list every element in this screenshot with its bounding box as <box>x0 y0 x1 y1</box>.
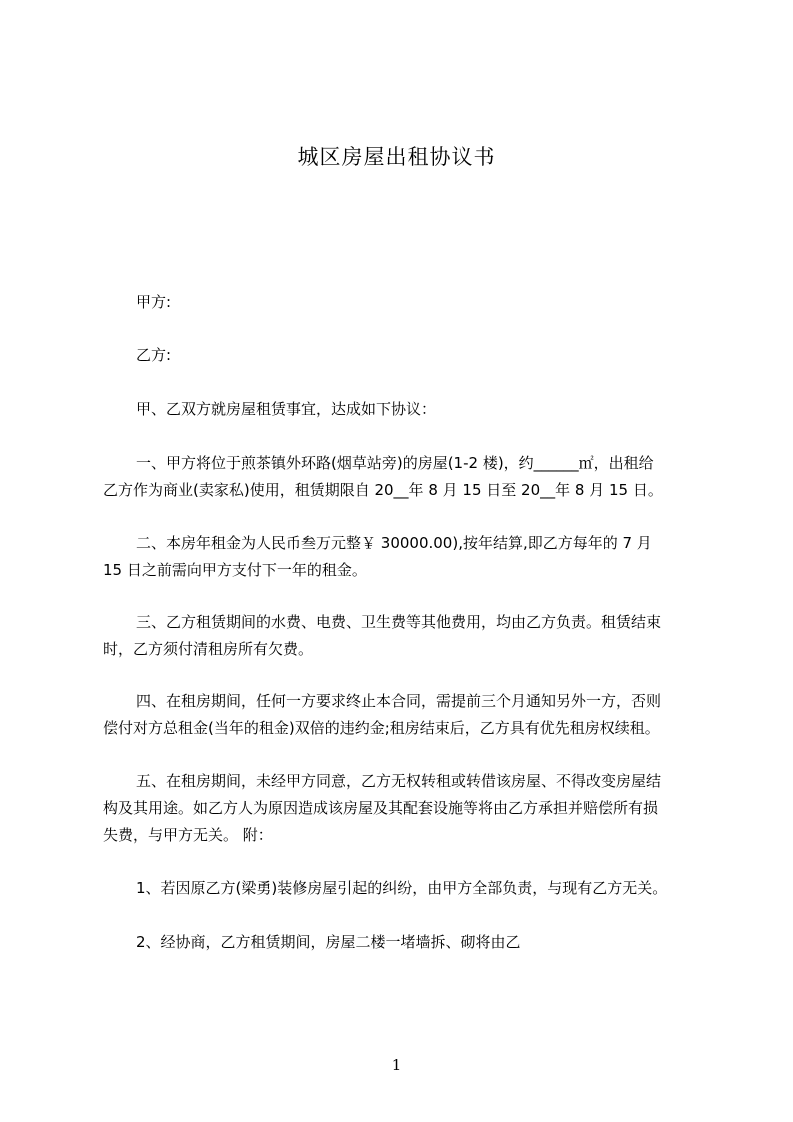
clause-3-line-2: 时，乙方须付清租房所有欠费。 <box>103 640 314 658</box>
intro-paragraph: 甲、乙双方就房屋租赁事宜，达成如下协议： <box>136 400 437 418</box>
page-number: 1 <box>391 1056 402 1074</box>
clause-2-line-1: 二、本房年租金为人民币叁万元整￥ 30000.00),按年结算,即乙方每年的 7 月 <box>136 534 652 552</box>
clause-5-line-3: 失费，与甲方无关。 附： <box>103 826 273 844</box>
party-a-label: 甲方: <box>136 293 172 311</box>
clause-4-line-2: 偿付对方总租金(当年的租金)双倍的违约金;租房结束后，乙方具有优先租房权续租。 <box>103 719 660 737</box>
clause-4-line-1: 四、在租房期间，任何一方要求终止本合同，需提前三个月通知另外一方，否则 <box>136 692 662 710</box>
document-title: 城区房屋出租协议书 <box>297 145 496 169</box>
appendix-item-1: 1、若因原乙方(梁勇)装修房屋引起的纠纷，由甲方全部负责，与现有乙方无关。 <box>136 879 668 897</box>
clause-1-line-2: 乙方作为商业(卖家私)使用，租赁期限自 20__年 8 月 15 日至 20__年 8 月 15 日。 <box>103 481 663 499</box>
clause-1-line-1: 一、甲方将位于煎茶镇外环路(烟草站旁)的房屋(1-2 楼)，约______㎡，出租给 <box>136 454 654 472</box>
appendix-item-2: 2、经协商，乙方租赁期间，房屋二楼一堵墙拆、砌将由乙 <box>136 933 521 951</box>
party-b-label: 乙方: <box>136 346 172 364</box>
clause-2-line-2: 15 日之前需向甲方支付下一年的租金。 <box>103 561 367 579</box>
clause-5-line-2: 构及其用途。如乙方人为原因造成该房屋及其配套设施等将由乙方承担并赔偿所有损 <box>103 799 659 817</box>
clause-3-line-1: 三、乙方租赁期间的水费、电费、卫生费等其他费用，均由乙方负责。租赁结束 <box>136 613 662 631</box>
clause-5-line-1: 五、在租房期间，未经甲方同意，乙方无权转租或转借该房屋、不得改变房屋结 <box>136 772 662 790</box>
